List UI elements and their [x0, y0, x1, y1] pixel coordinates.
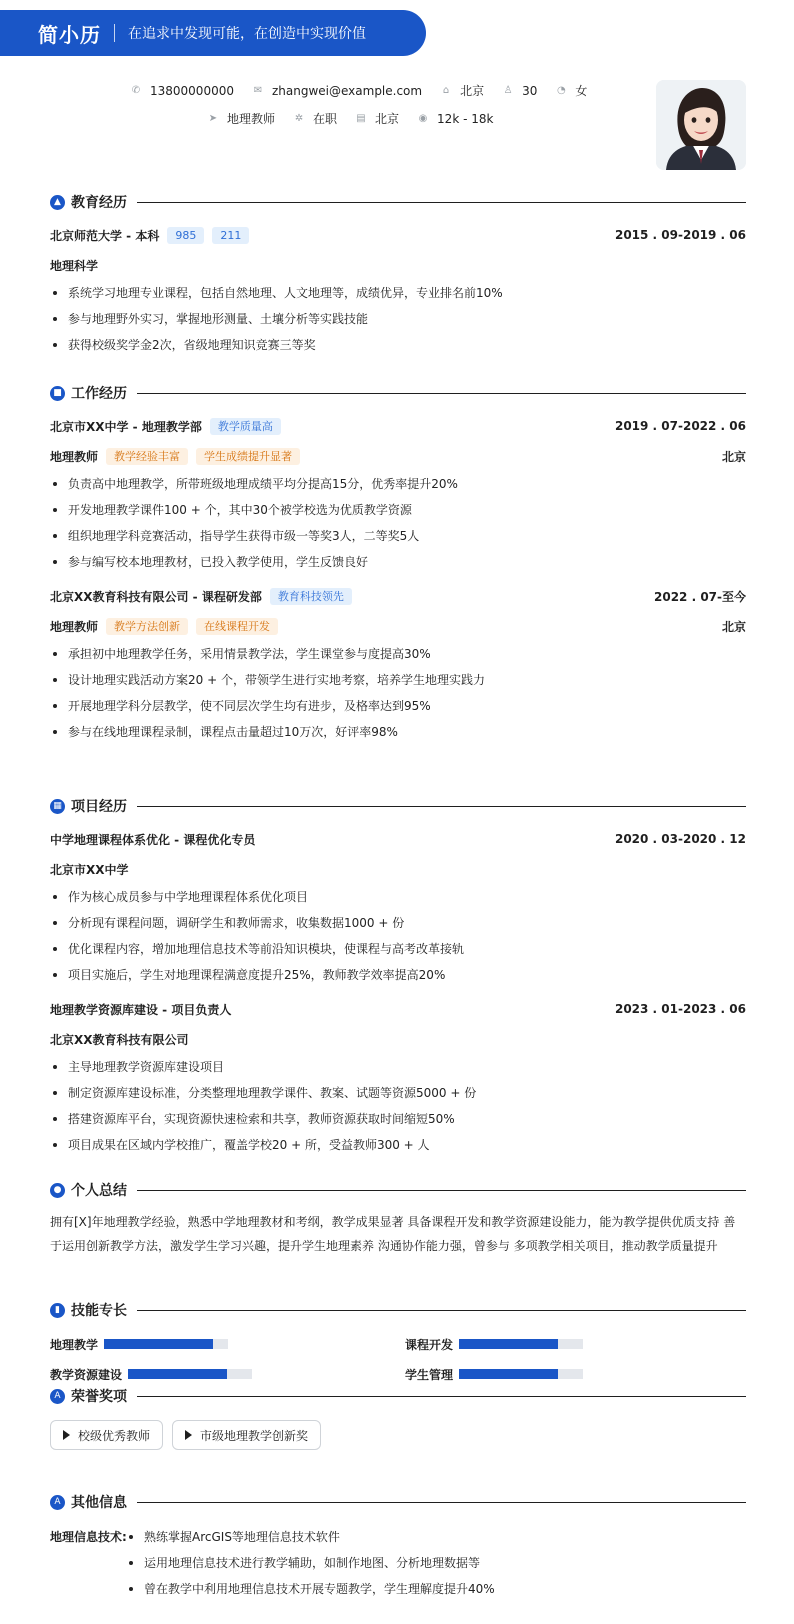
- salary-text: 12k - 18k: [437, 111, 494, 126]
- role-text: 地理教师: [50, 619, 99, 634]
- major-row: [50, 256, 746, 274]
- person-icon: ●: [50, 1183, 65, 1198]
- skill-bar: [104, 1339, 228, 1349]
- work-header: [50, 383, 746, 403]
- skill-bar: [459, 1369, 583, 1379]
- contact-email[interactable]: [252, 84, 422, 98]
- slogan: 在追求中发现可能，在创造中实现价值: [128, 26, 366, 42]
- skill-name: 课程开发: [405, 1337, 454, 1352]
- section-title: 个人总结: [71, 1183, 127, 1199]
- job-icon: ➤: [208, 112, 218, 124]
- avatar: [656, 80, 746, 170]
- section-divider: [137, 806, 746, 807]
- status-text: 在职: [313, 112, 338, 126]
- education-entry-header: [50, 226, 746, 244]
- skill-bar-fill: [128, 1369, 227, 1379]
- honor-label: 校级优秀教师: [78, 1428, 151, 1443]
- contact-salary: [417, 112, 493, 126]
- work-section: [50, 383, 746, 745]
- phone-icon: ✆: [131, 84, 141, 96]
- status-icon: ✲: [294, 112, 304, 124]
- section-divider: [137, 1396, 746, 1397]
- work-location: 北京: [721, 619, 746, 634]
- phone-text: 13800000000: [150, 83, 234, 98]
- section-title: 工作经历: [71, 386, 127, 402]
- project-org-row: [50, 860, 746, 878]
- grid-icon: ▦: [50, 799, 65, 814]
- skill-item: [405, 1366, 746, 1382]
- contact-city: [355, 110, 399, 127]
- age-text: 30: [522, 83, 538, 98]
- skill-name: 教学资源建设: [50, 1367, 123, 1382]
- skills-grid: [50, 1336, 746, 1382]
- list-item: 组织地理学科竞赛活动，指导学生获得市级一等奖3人，二等奖5人: [50, 523, 746, 549]
- skill-item: [50, 1366, 405, 1382]
- skill-bar-fill: [104, 1339, 213, 1349]
- list-item: 项目实施后，学生对地理课程满意度提升25%，教师教学效率提高20%: [50, 962, 746, 988]
- project-date: 2020 . 03-2020 . 12: [614, 832, 746, 846]
- skill-bar: [459, 1339, 583, 1349]
- contact-home: [440, 82, 484, 99]
- list-item: 制定资源库建设标准，分类整理地理教学课件、教案、试题等资源5000 + 份: [50, 1080, 746, 1106]
- banner-divider: [114, 24, 115, 42]
- list-item: 优化课程内容，增加地理信息技术等前沿知识模块，使课程与高考改革接轨: [50, 936, 746, 962]
- project-date: 2023 . 01-2023 . 06: [614, 1002, 746, 1016]
- email-text: zhangwei@example.com: [271, 83, 423, 98]
- info-icon: A: [50, 1495, 65, 1510]
- list-item: 参与在线地理课程录制，课程点击量超过10万次，好评率98%: [50, 719, 746, 745]
- contact-row-2: [207, 110, 511, 127]
- email-icon: ✉: [253, 84, 263, 96]
- list-item: 曾在教学中利用地理信息技术开展专题教学，学生理解度提升40%: [126, 1576, 495, 1602]
- list-item: 主导地理教学资源库建设项目: [50, 1054, 746, 1080]
- other-label: 地理信息技术:: [50, 1530, 127, 1544]
- list-item: 分析现有课程问题，调研学生和教师需求，收集数据1000 + 份: [50, 910, 746, 936]
- school-name: [50, 227, 249, 244]
- role-tag: 学生成绩提升显著: [196, 448, 300, 465]
- brand-logo: 简小历: [38, 22, 101, 47]
- skills-header: [50, 1300, 746, 1320]
- list-item: 作为核心成员参与中学地理课程体系优化项目: [50, 884, 746, 910]
- work-date: 2022 . 07-至今: [654, 589, 746, 604]
- section-title: 项目经历: [71, 799, 127, 815]
- section-divider: [137, 1190, 746, 1191]
- section-title: 荣誉奖项: [71, 1389, 127, 1405]
- contact-status: [293, 110, 337, 127]
- tag-211: 211: [212, 227, 249, 244]
- contact-job: [207, 110, 275, 127]
- skill-bar-fill: [459, 1339, 558, 1349]
- list-item: 开展地理学科分层教学，使不同层次学生均有进步，及格率达到95%: [50, 693, 746, 719]
- work-entry-header: [50, 587, 746, 605]
- contact-row-1: [130, 82, 605, 99]
- company-text: 北京XX教育科技有限公司 - 课程研发部: [50, 589, 262, 604]
- other-item: [50, 1524, 746, 1602]
- contact-age: [502, 84, 537, 98]
- role-title: [50, 618, 278, 635]
- section-title: 教育经历: [71, 195, 127, 211]
- city-icon: ▤: [356, 112, 366, 124]
- project-entry-header: [50, 1000, 746, 1018]
- role-title: [50, 448, 300, 465]
- company-tag: 教学质量高: [210, 418, 281, 435]
- work-date: 2019 . 07-2022 . 06: [614, 419, 746, 433]
- job-text: 地理教师: [227, 112, 276, 126]
- profile-photo: [656, 80, 746, 170]
- company-name: [50, 588, 352, 605]
- city-text: 北京: [375, 112, 400, 126]
- list-item: 参与地理野外实习，掌握地形测量、土壤分析等实践技能: [50, 306, 746, 332]
- section-title: 技能专长: [71, 1303, 127, 1319]
- role-row: [50, 617, 746, 635]
- list-item: 运用地理信息技术进行教学辅助，如制作地图、分析地理数据等: [126, 1550, 495, 1576]
- honors-section: [50, 1386, 746, 1450]
- role-text: 地理教师: [50, 449, 99, 464]
- list-item: 搭建资源库平台，实现资源快速检索和共享，教师资源获取时间缩短50%: [50, 1106, 746, 1132]
- major-name: 地理科学: [50, 258, 99, 273]
- home-text: 北京: [460, 84, 485, 98]
- list-item: 熟练掌握ArcGIS等地理信息技术软件: [126, 1524, 495, 1550]
- list-item: 项目成果在区域内学校推广，覆盖学校20 + 所，受益教师300 + 人: [50, 1132, 746, 1158]
- company-text: 北京市XX中学 - 地理教学部: [50, 419, 202, 434]
- section-divider: [137, 393, 746, 394]
- honors-list: [50, 1420, 746, 1450]
- list-item: 负责高中地理教学，所带班级地理成绩平均分提高15分，优秀率提升20%: [50, 471, 746, 497]
- role-tag: 在线课程开发: [196, 618, 278, 635]
- skill-name: 地理教学: [50, 1337, 99, 1352]
- other-header: [50, 1492, 746, 1512]
- contact-gender: [555, 82, 587, 99]
- honor-badge[interactable]: [50, 1420, 163, 1450]
- briefcase-icon: ■: [50, 386, 65, 401]
- summary-text: 拥有[X]年地理教学经验，熟悉中学地理教材和考纲，教学成果显著 具备课程开发和教学资源建设能力，能为教学提供优质支持 善于运用创新教学方法，激发学生学习兴趣，提升学生地理素养 沟通协作能力强，曾参与 多项教学相关项目，推动教学质量提升: [50, 1215, 736, 1253]
- section-divider: [137, 1310, 746, 1311]
- skills-section: [50, 1300, 746, 1382]
- section-title: 其他信息: [71, 1495, 127, 1511]
- section-divider: [137, 202, 746, 203]
- work-bullets: [50, 471, 746, 575]
- work-location: 北京: [721, 449, 746, 464]
- skill-item: [405, 1336, 746, 1352]
- list-item: 参与编写校本地理教材，已投入教学使用，学生反馈良好: [50, 549, 746, 575]
- company-tag: 教育科技领先: [270, 588, 352, 605]
- tag-985: 985: [167, 227, 204, 244]
- honor-label: 市级地理教学创新奖: [200, 1428, 309, 1443]
- chart-icon: ▮: [50, 1303, 65, 1318]
- project-bullets: [50, 884, 746, 988]
- summary-header: [50, 1180, 746, 1200]
- project-entry-header: [50, 830, 746, 848]
- contact-phone[interactable]: [130, 84, 234, 98]
- play-icon: [185, 1430, 192, 1440]
- work-bullets: [50, 641, 746, 745]
- projects-section: [50, 796, 746, 1158]
- education-section: [50, 192, 746, 358]
- project-org-row: [50, 1030, 746, 1048]
- projects-header: [50, 796, 746, 816]
- company-name: [50, 418, 281, 435]
- home-icon: ⌂: [442, 84, 450, 96]
- award-icon: A: [50, 1389, 65, 1404]
- list-item: 设计地理实践活动方案20 + 个，带领学生进行实地考察，培养学生地理实践力: [50, 667, 746, 693]
- work-entry-header: [50, 417, 746, 435]
- role-row: [50, 447, 746, 465]
- honors-header: [50, 1386, 746, 1406]
- section-divider: [137, 1502, 746, 1503]
- honor-badge[interactable]: [172, 1420, 321, 1450]
- other-bullets: [126, 1524, 495, 1602]
- project-bullets: [50, 1054, 746, 1158]
- gender-icon: ◔: [557, 84, 566, 96]
- graduation-cap-icon: ▲: [50, 195, 65, 210]
- salary-icon: ◉: [418, 112, 428, 124]
- education-header: [50, 192, 746, 212]
- project-org: 北京XX教育科技有限公司: [50, 1032, 189, 1047]
- school-text: 北京师范大学 - 本科: [50, 228, 160, 243]
- education-bullets: [50, 280, 746, 358]
- project-name: 地理教学资源库建设 - 项目负责人: [50, 1002, 232, 1017]
- list-item: 获得校级奖学金2次，省级地理知识竞赛三等奖: [50, 332, 746, 358]
- skill-item: [50, 1336, 405, 1352]
- list-item: 承担初中地理教学任务，采用情景教学法，学生课堂参与度提高30%: [50, 641, 746, 667]
- role-tag: 教学方法创新: [106, 618, 188, 635]
- skill-bar-fill: [459, 1369, 558, 1379]
- play-icon: [63, 1430, 70, 1440]
- header-banner: [0, 10, 426, 56]
- summary-section: [50, 1180, 746, 1258]
- skill-name: 学生管理: [405, 1367, 454, 1382]
- list-item: 开发地理教学课件100 + 个，其中30个被学校选为优质教学资源: [50, 497, 746, 523]
- role-tag: 教学经验丰富: [106, 448, 188, 465]
- gender-text: 女: [575, 84, 588, 98]
- age-icon: ♙: [503, 84, 513, 96]
- project-name: 中学地理课程体系优化 - 课程优化专员: [50, 832, 256, 847]
- education-date: 2015 . 09-2019 . 06: [614, 228, 746, 242]
- other-section: [50, 1492, 746, 1602]
- project-org: 北京市XX中学: [50, 862, 129, 877]
- list-item: 系统学习地理专业课程，包括自然地理、人文地理等，成绩优异，专业排名前10%: [50, 280, 746, 306]
- skill-bar: [128, 1369, 252, 1379]
